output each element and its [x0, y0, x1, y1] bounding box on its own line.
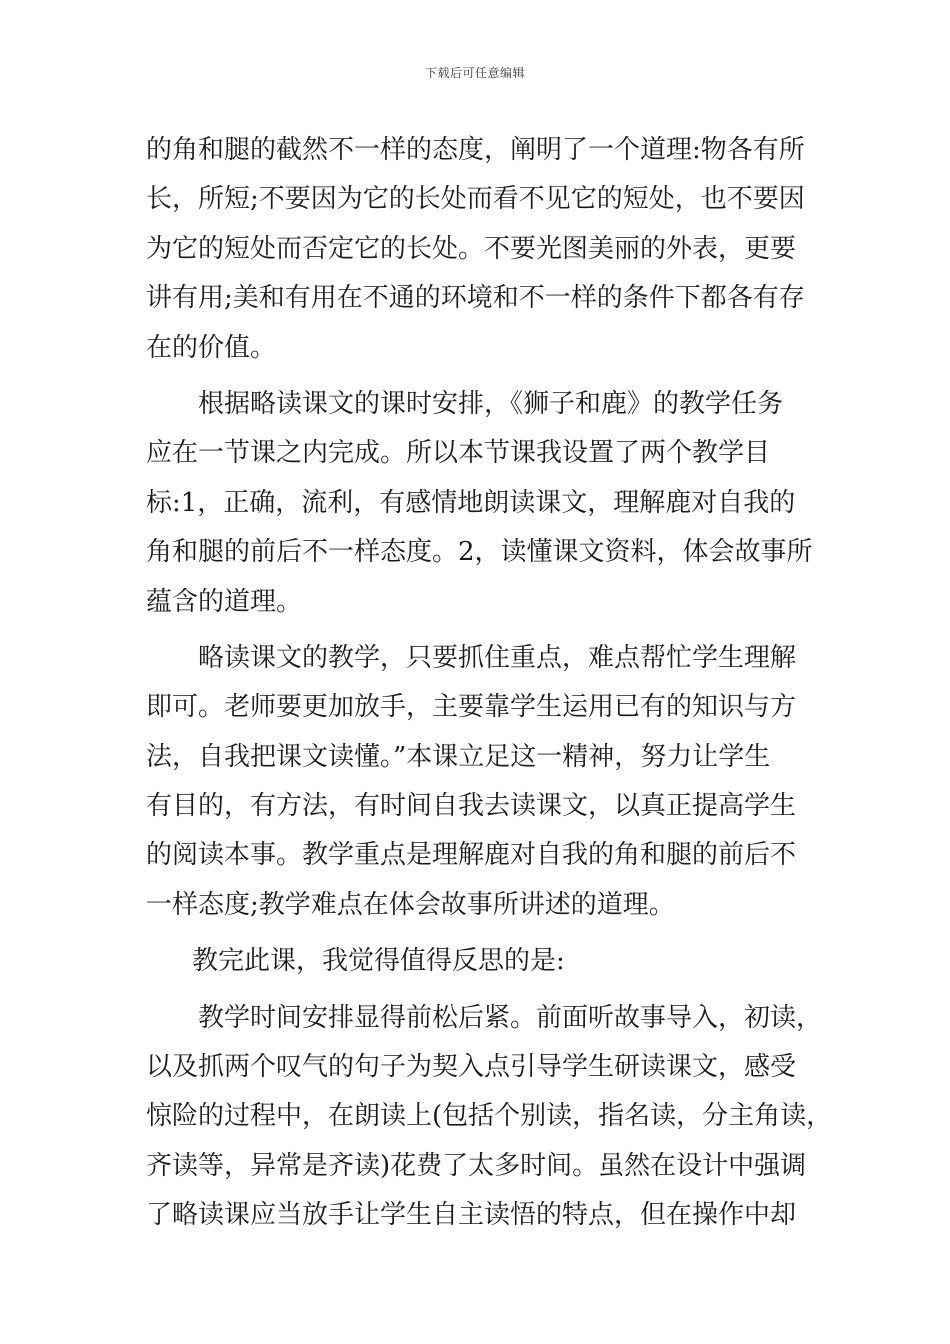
text-line: 惊险的过程中，在朗读上(包括个别读，指名读，分主角读，	[146, 1101, 833, 1132]
text-line: 有目的，有方法，有时间自我去读课文，以真正提高学生	[146, 791, 797, 822]
text-line: 应在一节课之内完成。所以本节课我设置了两个教学目	[146, 438, 771, 469]
text-line: 蕴含的道理。	[146, 586, 303, 617]
text-line: 教学时间安排显得前松后紧。前面听故事导入，初读，	[198, 1002, 823, 1033]
text-line: 略读课文的教学，只要抓住重点，难点帮忙学生理解	[198, 642, 797, 673]
text-line: 根据略读课文的课时安排，《狮子和鹿》的教学任务	[198, 388, 784, 419]
text-line: 标:1，正确，流利，有感情地朗读课文，理解鹿对自我的	[146, 487, 796, 518]
text-line: 为它的短处而否定它的长处。不要光图美丽的外表，更要	[146, 233, 797, 264]
paragraph	[146, 937, 810, 986]
text-line: 了略读课应当放手让学生自主读悟的特点，但在操作中却	[146, 1200, 797, 1231]
text-line: 教完此课，我觉得值得反思的是:	[192, 946, 565, 977]
text-line: 一样态度;教学难点在体会故事所讲述的道理。	[146, 889, 675, 920]
text-line: 以及抓两个叹气的句子为契入点引导学生研读课文，感受	[146, 1052, 797, 1083]
text-line: 的阅读本事。教学重点是理解鹿对自我的角和腿的前后不	[146, 840, 797, 871]
paragraph	[146, 634, 810, 930]
text-line: 的角和腿的截然不一样的态度，阐明了一个道理:物各有所	[146, 135, 805, 165]
paragraph	[146, 380, 813, 627]
paragraph	[146, 994, 833, 1241]
text-line: 法，自我把课文读懂。”本课立足这一精神，努力让学生	[146, 741, 771, 772]
text-line: 即可。老师要更加放手，主要靠学生运用已有的知识与方	[146, 692, 797, 723]
text-line: 长，所短;不要因为它的长处而看不见它的短处，也不要因	[146, 184, 805, 215]
page-header: 下载后可任意编辑	[424, 66, 525, 80]
document-body	[146, 126, 833, 1241]
text-line: 角和腿的前后不一样态度。2，读懂课文资料，体会故事所	[146, 537, 813, 568]
text-line: 在的价值。	[146, 332, 277, 363]
paragraph	[146, 126, 810, 373]
text-line: 齐读等，异常是齐读)花费了太多时间。虽然在设计中强调	[146, 1150, 807, 1181]
text-line: 讲有用;美和有用在不通的环境和不一样的条件下都各有存	[146, 283, 805, 314]
